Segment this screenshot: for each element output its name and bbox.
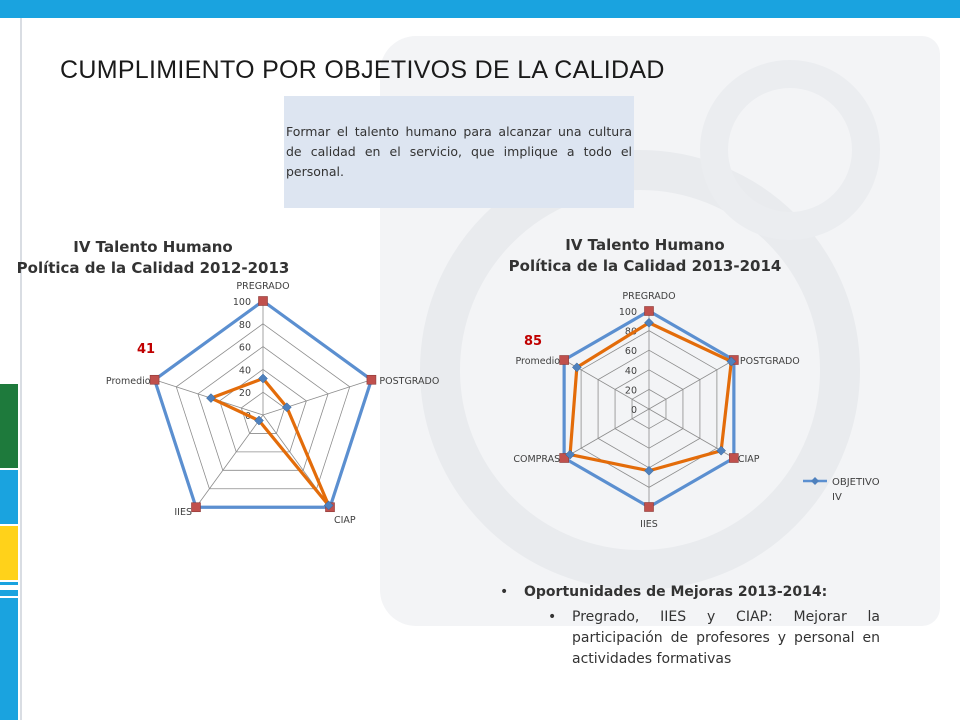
objective-text: Formar el talento humano para alcanzar una cultura de calidad en el servicio, que implique a todo el personal. <box>286 124 632 179</box>
right-target-marker <box>645 307 654 316</box>
improvement-list <box>500 582 880 670</box>
right-chart-subtitle: Política de la Calidad 2013-2014 <box>508 257 782 275</box>
left-chart-subtitle: Política de la Calidad 2012-2013 <box>16 259 290 277</box>
left-axis-label: CIAP <box>334 515 356 527</box>
right-target-marker <box>560 356 569 365</box>
right-axis-label: IIES <box>640 519 658 530</box>
right-axis-label: PREGRADO <box>622 291 676 302</box>
left-target-marker <box>367 375 376 384</box>
right-axis-label: CIAP <box>737 454 760 465</box>
left-axis-label: Promedio <box>105 375 151 387</box>
left-target-marker <box>259 297 268 306</box>
right-axis-label: Promedio <box>515 356 561 367</box>
left-highlight-value: 41 <box>137 342 156 357</box>
left-axis-label: PREGRADO <box>236 281 290 292</box>
left-tick-label: 40 <box>238 365 251 377</box>
left-tick-label: 20 <box>238 388 251 400</box>
right-tick-label: 60 <box>624 346 637 358</box>
right-actual-marker <box>645 466 654 475</box>
right-tick-label: 80 <box>624 326 637 338</box>
legend-label: IV <box>832 492 842 503</box>
left-axis-label: POSTGRADO <box>379 375 440 387</box>
right-spoke <box>564 409 649 458</box>
right-chart-title-line1: IV Talento Humano <box>565 236 725 254</box>
left-tick-label: 80 <box>238 319 251 331</box>
right-highlight-value: 85 <box>524 334 543 349</box>
bullet-item: • Pregrado, IIES y CIAP: Mejorar la participación de profesores y personal en actividades formativas <box>548 607 880 670</box>
left-axis-label: IIES <box>174 507 192 519</box>
left-target-marker <box>191 503 200 512</box>
left-tick-label: 0 <box>244 411 251 422</box>
right-tick-label: 100 <box>618 307 637 318</box>
slide-title: CUMPLIMIENTO POR OBJETIVOS DE LA CALIDAD <box>60 56 665 84</box>
right-tick-label: 20 <box>624 385 637 397</box>
right-axis-label: COMPRAS <box>513 454 561 465</box>
right-tick-label: 0 <box>630 405 637 416</box>
left-target-marker <box>150 375 159 384</box>
right-target-marker <box>645 503 654 512</box>
right-axis-label: POSTGRADO <box>739 356 800 367</box>
legend-marker <box>811 477 819 485</box>
left-tick-label: 100 <box>232 297 251 308</box>
left-tick-label: 60 <box>238 342 251 354</box>
bullet-heading: • Oportunidades de Mejoras 2013-2014: <box>500 582 880 602</box>
left-chart-title-line1: IV Talento Humano <box>73 238 233 256</box>
legend-label: OBJETIVO <box>832 477 880 488</box>
left-spoke <box>196 415 263 507</box>
right-actual-marker <box>717 446 726 455</box>
right-tick-label: 40 <box>624 365 637 377</box>
right-spoke <box>649 360 734 409</box>
